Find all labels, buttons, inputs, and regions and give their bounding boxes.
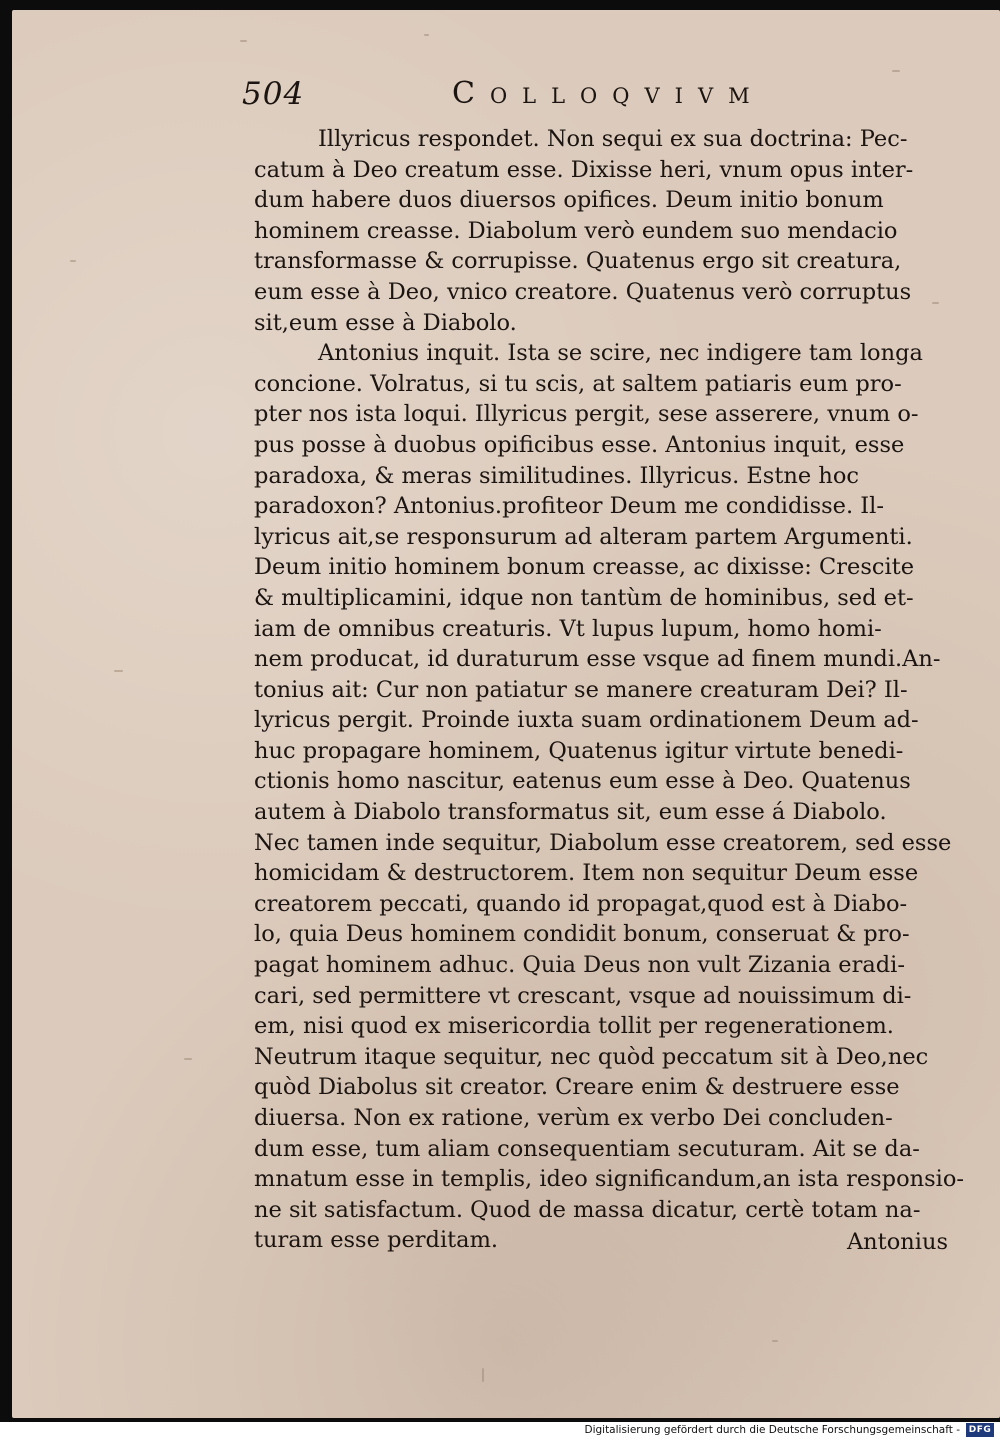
digitization-footer <box>0 1422 1000 1440</box>
text-line: mnatum esse in templis, ideo significandum,an ista responsio- <box>254 1166 965 1193</box>
paper-fleck <box>184 1058 192 1060</box>
paper-fleck <box>892 70 900 72</box>
text-line: nem producat, id duraturum esse vsque ad finem mundi.An- <box>254 646 941 673</box>
text-line: hominem creasse. Diabolum verò eundem suo mendacio <box>254 217 898 244</box>
text-line: catum à Deo creatum esse. Dixisse heri, vnum opus inter- <box>254 156 914 183</box>
text-line: paradoxa, & meras similitudines. Illyricus. Estne hoc <box>254 462 859 489</box>
text-line: diuersa. Non ex ratione, verùm ex verbo Dei concluden- <box>254 1105 893 1131</box>
text-line: Antonius inquit. Ista se scire, nec indigere tam longa <box>318 340 923 367</box>
text-line: & multiplicamini, idque non tantùm de hominibus, sed et- <box>254 584 914 611</box>
dfg-logo-icon: DFG <box>966 1423 994 1437</box>
text-line: autem à Diabolo transformatus sit, eum esse á Diabolo. <box>254 799 887 826</box>
text-line: pagat hominem adhuc. Quia Deus non vult Zizania eradi- <box>254 952 905 979</box>
text-line: dum esse, tum aliam consequentiam secuturam. Ait se da- <box>254 1135 920 1162</box>
text-line: Illyricus respondet. Non sequi ex sua doctrina: Pec- <box>318 126 908 152</box>
running-title: Colloqvivm <box>452 76 765 111</box>
text-line: pus posse à duobus opificibus esse. Antonius inquit, esse <box>254 431 905 458</box>
paper-fleck <box>482 1368 484 1382</box>
paper-fleck <box>424 34 429 36</box>
text-line: transformasse & corrupisse. Quatenus ergo sit creatura, <box>254 248 902 275</box>
page-header <box>242 76 842 120</box>
book-page <box>12 10 1000 1418</box>
funding-credit: Digitalisierung gefördert durch die Deutsche Forschungsgemeinschaft - <box>584 1424 960 1436</box>
text-line: ne sit satisfactum. Quod de massa dicatur, certè totam na- <box>254 1196 921 1223</box>
page-number: 504 <box>242 76 305 112</box>
text-line: turam esse perditam. <box>254 1227 499 1254</box>
text-line: iam de omnibus creaturis. Vt lupus lupum, homo homi- <box>254 615 882 642</box>
text-line: dum habere duos diuersos opifices. Deum initio bonum <box>254 187 884 214</box>
text-line: pter nos ista loqui. Illyricus pergit, sese asserere, vnum o- <box>254 401 919 428</box>
text-line: tonius ait: Cur non patiatur se manere creaturam Dei? Il- <box>254 676 908 703</box>
text-line: cari, sed permittere vt crescant, vsque ad nouissimum di- <box>254 982 912 1009</box>
text-line: ctionis homo nascitur, eatenus eum esse à Deo. Quatenus <box>254 768 911 795</box>
text-line: Nec tamen inde sequitur, Diabolum esse creatorem, sed esse <box>254 829 952 856</box>
text-line: huc propagare hominem, Quatenus igitur virtute benedi- <box>254 737 904 764</box>
text-line: eum esse à Deo, vnico creatore. Quatenus verò corruptus <box>254 278 912 305</box>
text-line: em, nisi quod ex misericordia tollit per regenerationem. <box>254 1013 894 1040</box>
text-line: Deum initio hominem bonum creasse, ac dixisse: Crescite <box>254 554 915 581</box>
paper-fleck <box>772 1340 778 1342</box>
text-line: homicidam & destructorem. Item non sequitur Deum esse <box>254 860 919 887</box>
text-line: Neutrum itaque sequitur, nec quòd peccatum sit à Deo,nec <box>254 1043 929 1070</box>
paper-fleck <box>240 40 247 42</box>
catchword: Antonius <box>846 1229 948 1255</box>
paper-fleck <box>114 670 123 672</box>
text-line: quòd Diabolus sit creator. Creare enim & destruere esse <box>254 1074 900 1101</box>
text-line: sit,eum esse à Diabolo. <box>254 309 517 336</box>
paper-fleck <box>70 260 76 262</box>
text-line: creatorem peccati, quando id propagat,quod est à Diabo- <box>254 890 908 917</box>
body-text <box>254 124 966 1256</box>
text-line: lyricus pergit. Proinde iuxta suam ordinationem Deum ad- <box>254 707 919 734</box>
text-line: lyricus ait,se responsurum ad alteram partem Argumenti. <box>254 523 913 550</box>
text-line: concione. Volratus, si tu scis, at saltem patiaris eum pro- <box>254 370 902 397</box>
text-line: paradoxon? Antonius.profiteor Deum me condidisse. Il- <box>254 493 884 520</box>
text-line: lo, quia Deus hominem condidit bonum, conseruat & pro- <box>254 921 910 948</box>
